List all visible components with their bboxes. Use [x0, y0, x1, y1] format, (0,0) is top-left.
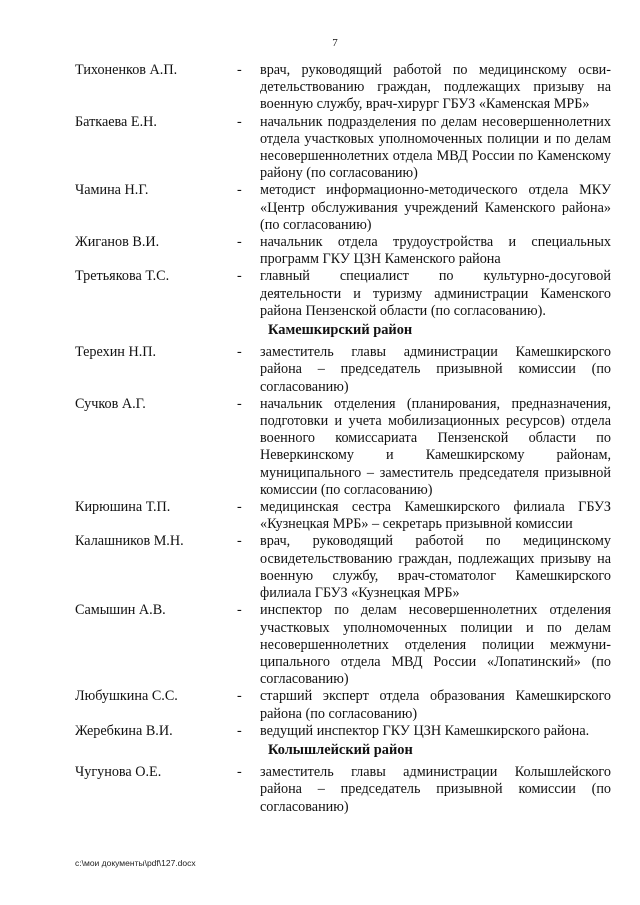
- member-row: [75, 62, 612, 114]
- member-row: [75, 234, 612, 268]
- member-role: методист информационно-методического отдела МКУ «Центр обслуживания учреждений Каменского района» (по согласованию): [260, 182, 611, 233]
- member-name: Баткаева Е.Н.: [75, 113, 157, 130]
- member-name: Чугунова О.Е.: [75, 764, 162, 781]
- dash-separator: -: [237, 602, 242, 619]
- member-role: начальник отделения (планирования, предназначения, подготовки и учета мобилизационных ресурсов) отдела военного комиссариата Пензенской области по Неверкинскому и Камешкирскому районам, муниципального – заместитель председателя призывной комиссии (по согласованию): [260, 395, 611, 498]
- district-heading: Камешкирский район: [268, 322, 413, 339]
- dash-separator: -: [237, 344, 242, 361]
- member-role: инспектор по делам несовершеннолетних отделения участковых уполномоченных полиции и по делам несовершеннолетних отделения полиции межмуниципального отдела МВД России «Лопатинский» (по согласованию): [260, 602, 611, 688]
- member-role: старший эксперт отдела образования Камешкирского района (по согласованию): [260, 688, 611, 722]
- dash-separator: -: [237, 499, 242, 516]
- dash-separator: -: [237, 234, 242, 251]
- member-name: Тихоненков А.П.: [75, 62, 178, 78]
- member-role: заместитель главы администрации Колышлейского района – председатель призывной комиссии (по согласованию): [260, 764, 611, 815]
- member-name: Жеребкина В.И.: [75, 722, 173, 739]
- dash-separator: -: [237, 533, 242, 550]
- member-row: [75, 723, 612, 740]
- dash-separator: -: [237, 764, 242, 781]
- member-role: врач, руководящий работой по медицинскому освидетельствованию граждан, подлежащих призыву на военную службу, врач-хирург ГБУЗ «Каменская МРБ»: [260, 62, 611, 113]
- member-role: медицинская сестра Камешкирского филиала ГБУЗ «Кузнецкая МРБ» – секретарь призывной комиссии: [260, 499, 611, 533]
- page-number: 7: [332, 37, 338, 49]
- member-name: Любушкина С.С.: [75, 688, 178, 705]
- member-row: [75, 114, 612, 183]
- dash-separator: -: [237, 113, 242, 130]
- member-role: ведущий инспектор ГКУ ЦЗН Камешкирского района.: [260, 722, 590, 739]
- member-name: Чамина Н.Г.: [75, 182, 149, 199]
- dash-separator: -: [237, 62, 242, 78]
- dash-separator: -: [237, 268, 242, 285]
- dash-separator: -: [237, 722, 242, 739]
- member-name: Третьякова Т.С.: [75, 268, 170, 285]
- member-role: врач, руководящий работой по медицинскому освидетельствованию граждан, подлежащих призыву на военную службу, врач-стоматолог Камешкирского филиала ГБУЗ «Кузнецкая МРБ»: [260, 533, 611, 602]
- member-row: [75, 268, 612, 320]
- dash-separator: -: [237, 395, 242, 412]
- dash-separator: -: [237, 688, 242, 705]
- dash-separator: -: [237, 182, 242, 199]
- member-row: [75, 533, 612, 602]
- member-name: Самышин А.В.: [75, 602, 166, 619]
- member-row: [75, 602, 612, 688]
- member-row: [75, 344, 612, 396]
- member-role: главный специалист по культурно-досуговой деятельности и туризму администрации Каменского района Пензенской области (по согласованию).: [260, 268, 611, 319]
- member-row: [75, 764, 612, 816]
- commission-member-list: [75, 62, 612, 816]
- member-role: начальник подразделения по делам несовершеннолетних отдела участковых уполномоченных полиции и по делам несовершеннолетних отдела МВД России по Каменскому району (по согласованию): [260, 113, 611, 182]
- member-role: заместитель главы администрации Камешкирского района – председатель призывной комиссии (по согласованию): [260, 344, 611, 395]
- member-name: Терехин Н.П.: [75, 344, 157, 361]
- member-row: [75, 396, 612, 499]
- district-heading: Колышлейский район: [268, 741, 413, 758]
- member-row: [75, 499, 612, 533]
- member-name: Жиганов В.И.: [75, 234, 160, 251]
- member-name: Калашников М.Н.: [75, 533, 184, 550]
- member-role: начальник отдела трудоустройства и специальных программ ГКУ ЦЗН Каменского района: [260, 234, 611, 268]
- member-row: [75, 182, 612, 234]
- member-name: Сучков А.Г.: [75, 395, 146, 412]
- file-path-footer: c:\мои документы\pdf\127.docx: [75, 858, 196, 868]
- member-name: Кирюшина Т.П.: [75, 499, 171, 516]
- member-row: [75, 688, 612, 722]
